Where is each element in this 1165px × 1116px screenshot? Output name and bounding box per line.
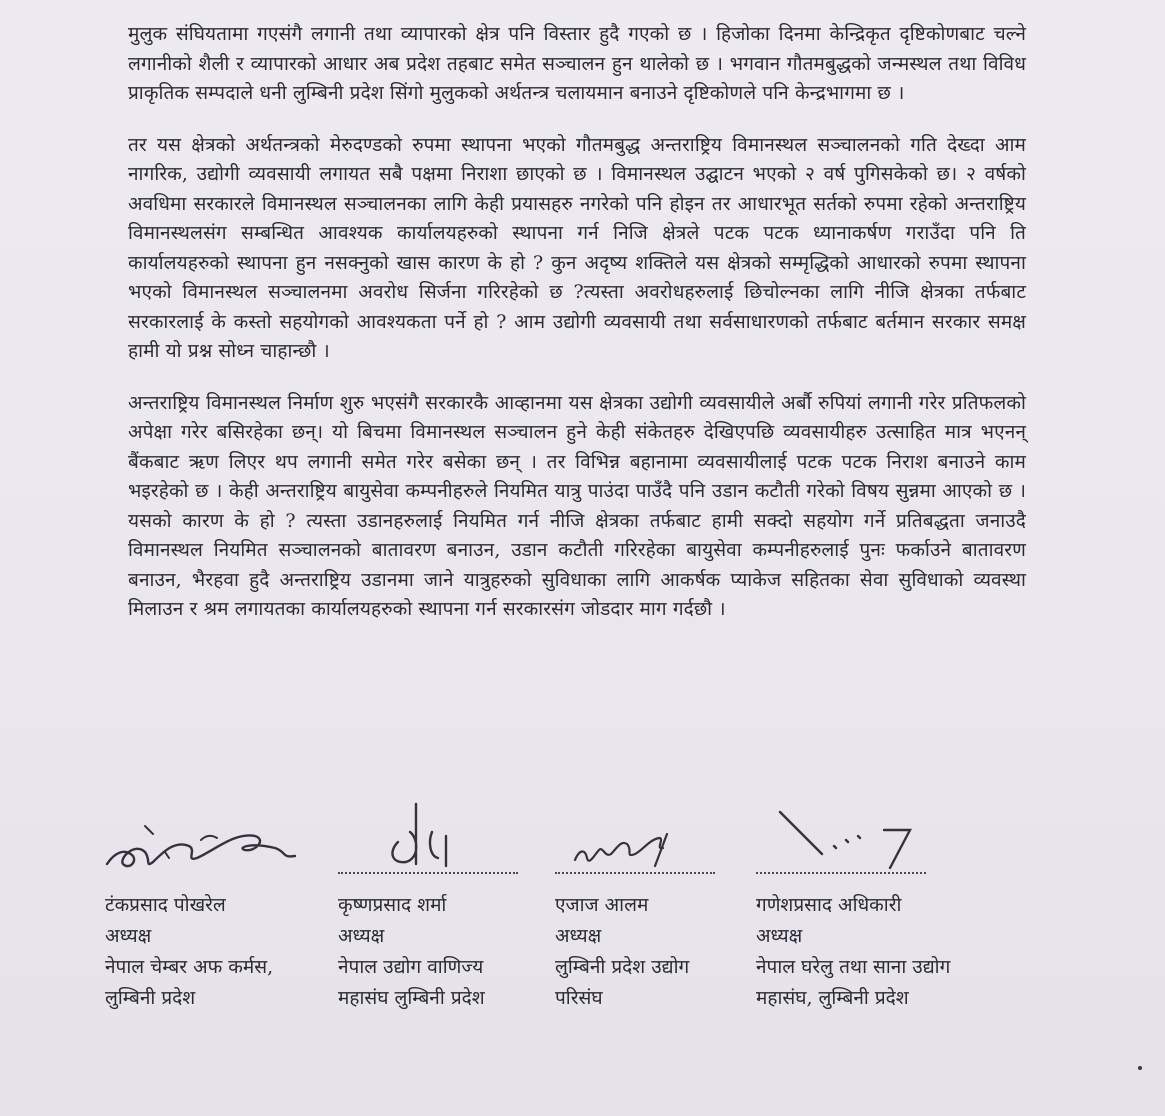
signatory-name: टंकप्रसाद पोखरेल bbox=[105, 894, 226, 916]
handwritten-signature-icon bbox=[358, 802, 558, 872]
signatory-name: कृष्णप्रसाद शर्मा bbox=[338, 894, 447, 916]
signatory-name: एजाज आलम bbox=[555, 894, 649, 916]
signature-dotted-line bbox=[555, 872, 715, 874]
paragraph-1: मुलुक संघियतामा गएसंगै लगानी तथा व्यापारको क्षेत्र पनि विस्तार हुदै गएको छ । हिजोका दिनमा केन्द्रिकृत दृष्टिकोणबाट चल्ने लगानीको शैली र व्यापारको आधार अब प्रदेश तहबाट समेत सञ्चालन हुन थालेको छ । भगवान गौतमबुद्धको जन्मस्थल तथा विविध प्राकृतिक सम्पदाले धनी लुम्बिनी प्रदेश सिंगो मुलुकको अर्थतन्त्र चलायमान बनाउने दृष्टिकोणले पनि केन्द्रभागमा छ । bbox=[128, 23, 1026, 104]
signatory-org-line: नेपाल उद्योग वाणिज्य bbox=[338, 956, 484, 978]
signatory-org-line: लुम्बिनी प्रदेश उद्योग bbox=[555, 956, 690, 978]
signatory-title: अध्यक्ष bbox=[105, 925, 152, 947]
handwritten-signature-icon bbox=[776, 808, 976, 878]
signatory-title: अध्यक्ष bbox=[338, 925, 385, 947]
signatory-org-line: लुम्बिनी प्रदेश bbox=[105, 987, 196, 1009]
signatory-org-line: महासंघ, लुम्बिनी प्रदेश bbox=[756, 987, 909, 1009]
handwritten-signature-icon bbox=[105, 812, 305, 882]
signatory-name: गणेशप्रसाद अधिकारी bbox=[756, 894, 902, 916]
signatory-org-line: नेपाल घरेलु तथा साना उद्योग bbox=[756, 956, 951, 978]
signatory-org-line: नेपाल चेम्बर अफ कर्मस, bbox=[105, 956, 274, 978]
signatory-title: अध्यक्ष bbox=[756, 925, 803, 947]
signatory-org-line: परिसंघ bbox=[555, 987, 603, 1009]
signature-dotted-line bbox=[756, 872, 926, 874]
paper-speck bbox=[1138, 1066, 1142, 1070]
paragraph-2: तर यस क्षेत्रको अर्थतन्त्रको मेरुदण्डको रुपमा स्थापना भएको गौतमबुद्ध अन्तराष्ट्रिय विमानस्थल सञ्चालनको गति देख्दा आम नागरिक, उद्योगी व्यवसायी लगायत सबै पक्षमा निराशा छाएको छ । विमानस्थल उद्घाटन भएको २ वर्ष पुगिसकेको छ। २ वर्षको अवधिमा सरकारले विमानस्थल सञ्चालनका लागि केही प्रयासहरु नगरेको पनि होइन तर आधारभूत सर्तको रुपमा रहेको अन्तराष्ट्रिय विमानस्थलसंग सम्बन्धित आवश्यक कार्यालयहरुको स्थापना गर्न निजि क्षेत्रले पटक पटक ध्यानाकर्षण गराउँदा पनि ति कार्यालयहरुको स्थापना हुन नसक्नुको खास कारण के हो ? कुन अदृष्य शक्तिले यस क्षेत्रको सम्मृद्धिको आधारको रुपमा स्थापना भएको विमानस्थल सञ्चालनमा अवरोध सिर्जना गरिरहेको छ ?त्यस्ता अवरोधहरुलाई छिचोल्नका लागि नीजि क्षेत्रका तर्फबाट सरकारलाई के कस्तो सहयोगको आवश्यकता पर्ने हो ? आम उद्योगी व्यवसायी तथा सर्वसाधारणको तर्फबाट बर्तमान सरकार समक्ष हामी यो प्रश्न सोध्न चाहान्छौ । bbox=[128, 133, 1026, 362]
signatory-title: अध्यक्ष bbox=[555, 925, 602, 947]
signature-section bbox=[0, 812, 1165, 1012]
letter-body bbox=[128, 20, 1026, 647]
paragraph-3: अन्तराष्ट्रिय विमानस्थल निर्माण शुरु भएसंगै सरकारकै आव्हानमा यस क्षेत्रका उद्योगी व्यवसायीले अर्बौ रुपियां लगानी गरेर प्रतिफलको अपेक्षा गरेर बसिरहेका छन्। यो बिचमा विमानस्थल सञ्चालन हुने केही संकेतहरु देखिएपछि व्यवसायीहरु उत्साहित मात्र भएनन् बैंकबाट ऋण लिएर थप लगानी समेत गरेर बसेका छन् । तर विभिन्न बहानामा व्यवसायीलाई पटक पटक निराश बनाउने काम भइरहेको छ । केही अन्तराष्ट्रिय बायुसेवा कम्पनीहरुले नियमित यात्रु पाउंदा पाउँदै पनि उडान कटौती गरेको विषय सुन्नमा आएको छ । यसको कारण के हो ? त्यस्ता उडानहरुलाई नियमित गर्न नीजि क्षेत्रका तर्फबाट हामी सक्दो सहयोग गर्ने प्रतिबद्धता जनाउदै विमानस्थल नियमित सञ्चालनको बातावरण बनाउन, उडान कटौती गरिरहेका बायुसेवा कम्पनीहरुलाई पुनः फर्काउने बातावरण बनाउन, भैरहवा हुदै अन्तराष्ट्रिय उडानमा जाने यात्रुहरुको सुविधाका लागि आकर्षक प्याकेज सहितका सेवा सुविधाको व्यवस्था मिलाउन र श्रम लगायतका कार्यालयहरुको स्थापना गर्न सरकारसंग जोडदार माग गर्दछौ । bbox=[128, 391, 1026, 620]
signatory-org-line: महासंघ लुम्बिनी प्रदेश bbox=[338, 987, 485, 1009]
signature-dotted-line bbox=[338, 872, 518, 874]
